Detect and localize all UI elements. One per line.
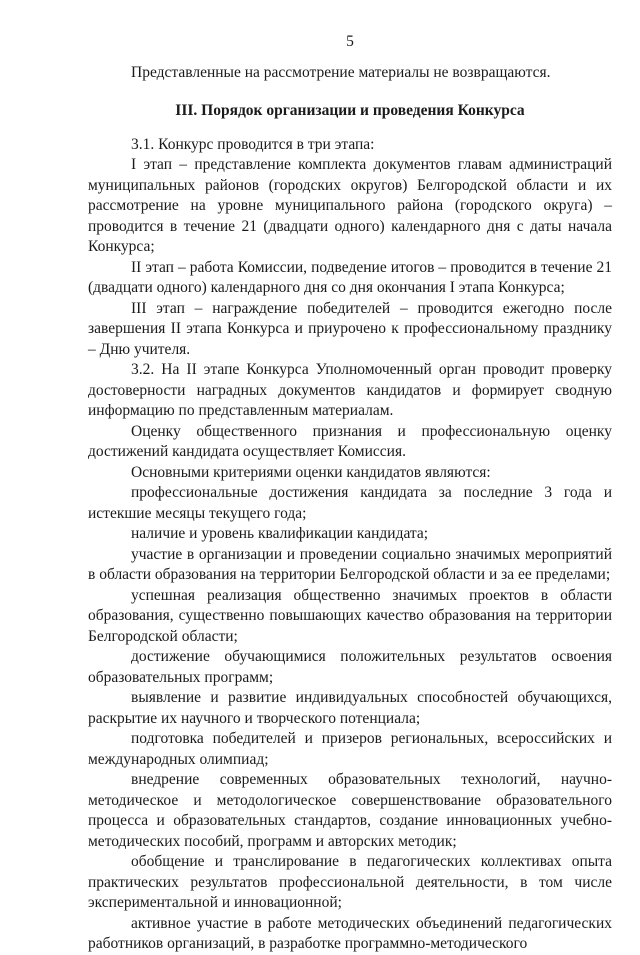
criterion-olympiad-winners: подготовка победителей и призеров региональных, всероссийских и международных олимпиад; [88,730,612,768]
criterion-innovative-technologies: внедрение современных образовательных технологий, научно-методическое и методологическое совершенствование образовательного процесса и образовательных стандартов, создание инновационных учебно-методических пособий, программ и авторских методик; [88,771,612,850]
criterion-qualification: наличие и уровень квалификации кандидата; [131,525,429,542]
stage-3-paragraph: III этап – награждение победителей – проводится ежегодно после завершения II этапа Конкурса и приурочено к профессиональному празднику – Дню учителя. [88,299,612,358]
criterion-student-results: достижение обучающимися положительных результатов освоения образовательных программ; [88,648,612,686]
criteria-intro: Основными критериями оценки кандидатов являются: [131,463,491,481]
assessment-paragraph: Оценку общественного признания и профессиональную оценку достижений кандидата осуществляет Комиссия. [88,422,612,460]
section-heading: III. Порядок организации и проведения Конкурса [175,102,525,119]
criterion-social-events: участие в организации и проведении социально значимых мероприятий в области образования на территории Белгородской области и за ее пределами; [88,545,612,583]
criterion-public-projects: успешная реализация общественно значимых проектов в области образования, существенно повышающих качество образования на территории Белгородской области; [88,586,612,645]
criterion-professional-achievements: профессиональные достижения кандидата за последние 3 года и истекшие месяцы текущего года; [88,484,612,522]
stage-2-paragraph: II этап – работа Комиссии, подведение итогов – проводится в течение 21 (двадцати одного) календарного дня со дня окончания I этапа Конкурса; [88,258,612,296]
criterion-methodical-participation: активное участие в работе методических объединений педагогических работников организаций, в разработке программно-методического [88,914,612,952]
clause-3-1: 3.1. Конкурс проводится в три этапа: [131,135,375,153]
stage-1-paragraph: I этап – представление комплекта документов главам администраций муниципальных районов (городских округов) Белгородской области и их рассмотрение на уровне муниципального района (городского округа) – проводится в течение 21 (двадцати одного) календарного дня с даты начала Конкурса; [88,156,612,255]
clause-3-2: 3.2. На II этапе Конкурса Уполномоченный орган проводит проверку достоверности наградных документов кандидатов и формирует сводную информацию по представленным материалам. [88,361,612,419]
criterion-experience-dissemination: обобщение и транслирование в педагогических коллективах опыта практических результатов профессиональной деятельности, в том числе экспериментальной и инновационной; [88,853,612,911]
criterion-abilities-development: выявление и развитие индивидуальных способностей обучающихся, раскрытие их научного и творческого потенциала; [88,689,612,727]
page-number: 5 [346,33,354,50]
materials-not-returned-note: Представленные на рассмотрение материалы не возвращаются. [131,63,551,81]
